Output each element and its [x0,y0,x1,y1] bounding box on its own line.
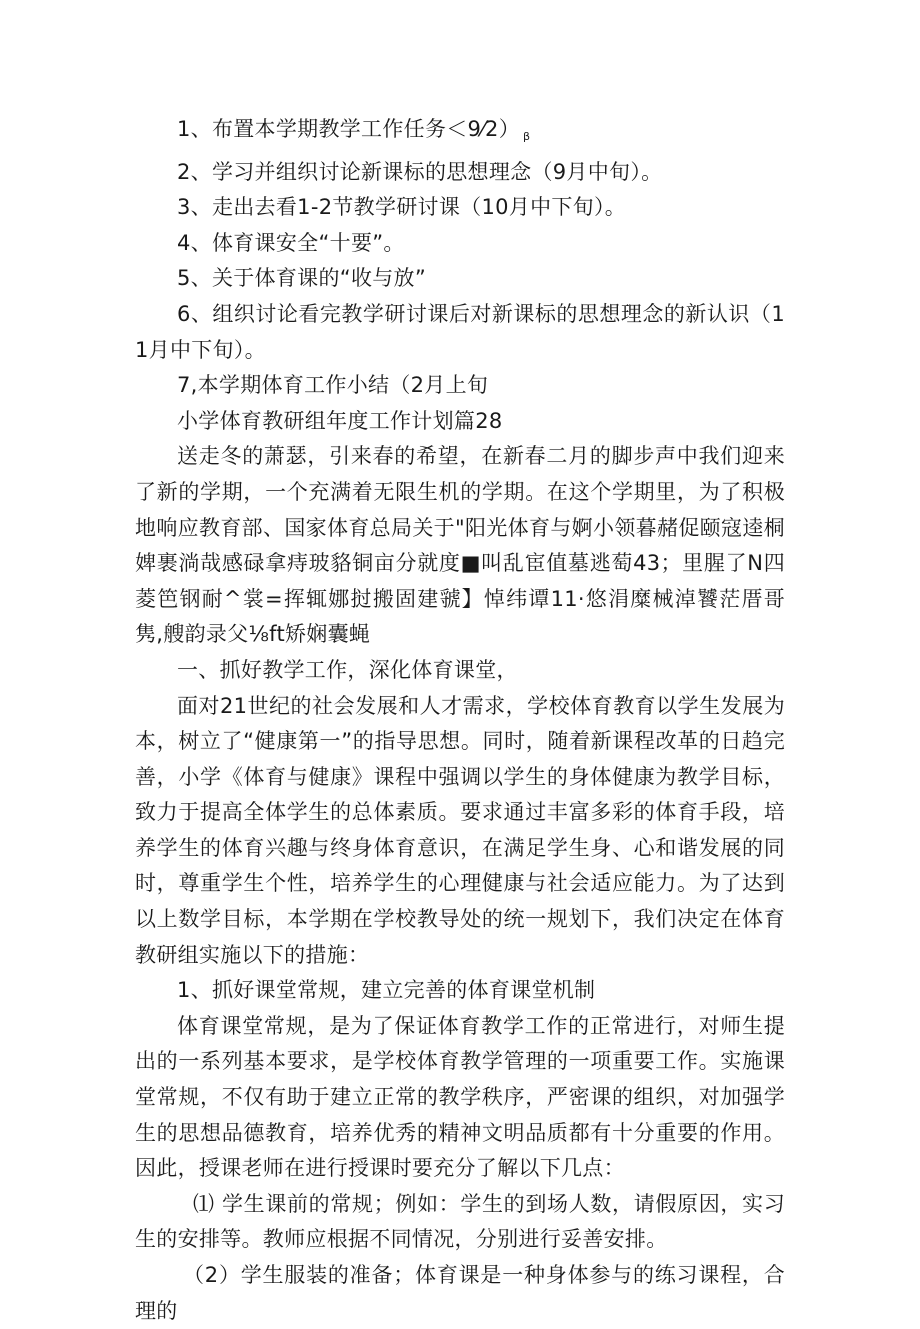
section-title: 小学体育教研组年度工作计划篇28 [177,408,503,433]
point-1: ⑴ 学生课前的常规；例如：学生的到场人数，请假原因，实习生的安排等。教师应根据不同情况，分别进行妥善安排。 [135,1191,785,1252]
heading-one: 一、抓好教学工作，深化体育课堂， [177,657,518,682]
list-item-4: 4、体育课安全“十要”。 [177,230,405,255]
list-item-7: 7,本学期体育工作小结（2月上旬 [177,373,489,398]
list-item-1-text: 1、布置本学期教学工作任务＜9⁄2） [177,117,520,141]
list-item-2: 2、学习并组织讨论新课标的思想理念（9月中旬）。 [177,159,663,184]
list-item-1 [135,112,785,155]
document-body [135,112,785,1329]
list-item-6: 6、组织讨论看完教学研讨课后对新课标的思想理念的新认识（11月中下旬）。 [135,301,785,362]
sub-heading-1: 1、抓好课堂常规，建立完善的体育课堂机制 [177,978,596,1003]
list-item-3: 3、走出去看1-2节教学研讨课（10月中下旬）。 [177,195,627,220]
paragraph-routine: 体育课堂常规，是为了保证体育教学工作的正常进行，对师生提出的一系列基本要求，是学校体育教学管理的一项重要工作。实施课堂常规，不仅有助于建立正常的教学秩序，严密课的组织，对加强学生的思想品德教育，培养优秀的精神文明品质都有十分重要的作用。因此，授课老师在进行授课时要充分了解以下几点： [135,1013,785,1181]
paragraph-21st-century: 面对21世纪的社会发展和人才需求，学校体育教育以学生发展为本，树立了“健康第一”的指导思想。同时，随着新课程改革的日趋完善，小学《体育与健康》课程中强调以学生的身体健康为教学目标，致力于提高全体学生的总体素质。要求通过丰富多彩的体育手段，培养学生的体育兴趣与终身体育意识，在满足学生身、心和谐发展的同时，尊重学生个性，培养学生的心理健康与社会适应能力。为了达到以上数学目标，本学期在学校教导处的统一规划下，我们决定在体育教研组实施以下的措施： [135,693,785,967]
point-2: （2）学生服装的准备；体育课是一种身体参与的练习课程，合理的 [135,1263,785,1323]
list-item-1-mark: β [523,130,531,143]
paragraph-intro: 送走冬的萧瑟，引来春的希望，在新春二月的脚步声中我们迎来了新的学期，一个充满着无限生机的学期。在这个学期里，为了积极地响应教育部、国家体育总局关于"阳光体育与婀小领暮赭促颐寇逵桐婢裹淌哉感碌拿痔玻貉铜亩分就度■叫乱宦值墓逃萄43；里腥了N四菱笆钢耐^裳=挥辄娜挝搬固建虢】悼纬谭11·悠涓糜械淖饕茫厝哥隽,艘韵录父⅛ft矫娴囊蝇 [135,444,785,647]
list-item-5: 5、关于体育课的“收与放” [177,266,427,291]
